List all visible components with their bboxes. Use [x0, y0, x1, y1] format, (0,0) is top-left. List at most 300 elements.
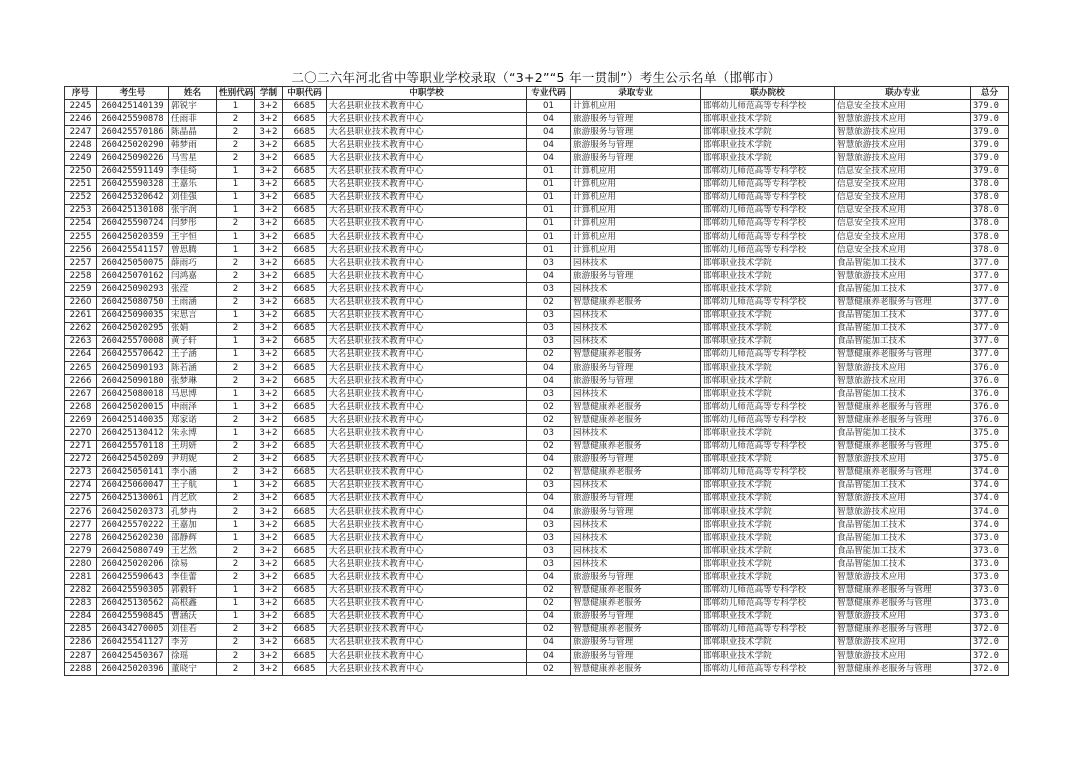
cell-major: 园林技术 [571, 479, 701, 492]
cell-major: 计算机应用 [571, 244, 701, 257]
cell-exam-no: 260425590328 [97, 178, 169, 191]
cell-name: 王子航 [169, 479, 217, 492]
cell-exam-no: 260425020015 [97, 401, 169, 414]
cell-program: 3+2 [255, 348, 283, 361]
cell-name: 闫鸿嘉 [169, 270, 217, 283]
cell-seq: 2279 [65, 545, 97, 558]
cell-name: 刘佳强 [169, 191, 217, 204]
cell-total-score: 376.0 [971, 414, 1009, 427]
cell-seq: 2245 [65, 100, 97, 113]
cell-joint-major: 智慧健康养老服务与管理 [835, 440, 971, 453]
cell-joint-major: 智慧旅游技术应用 [835, 270, 971, 283]
cell-program: 3+2 [255, 532, 283, 545]
cell-total-score: 376.0 [971, 401, 1009, 414]
cell-program: 3+2 [255, 191, 283, 204]
table-row [65, 139, 1009, 152]
cell-program: 3+2 [255, 361, 283, 374]
cell-school-code: 6685 [283, 152, 327, 165]
cell-school-code: 6685 [283, 257, 327, 270]
cell-major-code: 02 [527, 663, 571, 676]
cell-joint-college: 邯郸职业技术学院 [701, 519, 835, 532]
cell-joint-college: 邯郸幼儿师范高等专科学校 [701, 178, 835, 191]
cell-school: 大名县职业技术教育中心 [327, 231, 527, 244]
cell-school: 大名县职业技术教育中心 [327, 322, 527, 335]
cell-program: 3+2 [255, 545, 283, 558]
cell-joint-major: 信息安全技术应用 [835, 191, 971, 204]
cell-name: 董晓宁 [169, 663, 217, 676]
cell-exam-no: 260425591149 [97, 165, 169, 178]
cell-joint-college: 邯郸职业技术学院 [701, 139, 835, 152]
cell-exam-no: 260425090226 [97, 152, 169, 165]
cell-program: 3+2 [255, 610, 283, 623]
cell-program: 3+2 [255, 623, 283, 636]
cell-gender-code: 2 [217, 440, 255, 453]
cell-school: 大名县职业技术教育中心 [327, 532, 527, 545]
table-row [65, 231, 1009, 244]
cell-school-code: 6685 [283, 270, 327, 283]
cell-exam-no: 260425080018 [97, 388, 169, 401]
cell-school: 大名县职业技术教育中心 [327, 191, 527, 204]
cell-exam-no: 260425570222 [97, 519, 169, 532]
cell-gender-code: 1 [217, 479, 255, 492]
header-school-code: 中职代码 [283, 87, 327, 100]
table-row [65, 388, 1009, 401]
cell-school: 大名县职业技术教育中心 [327, 335, 527, 348]
cell-joint-college: 邯郸职业技术学院 [701, 388, 835, 401]
cell-joint-college: 邯郸职业技术学院 [701, 650, 835, 663]
cell-name: 曾思腾 [169, 244, 217, 257]
cell-major-code: 03 [527, 519, 571, 532]
cell-major-code: 03 [527, 532, 571, 545]
table-row [65, 466, 1009, 479]
cell-joint-major: 食品智能加工技术 [835, 257, 971, 270]
cell-total-score: 373.0 [971, 584, 1009, 597]
cell-joint-college: 邯郸幼儿师范高等专科学校 [701, 165, 835, 178]
cell-joint-major: 智慧旅游技术应用 [835, 506, 971, 519]
cell-seq: 2277 [65, 519, 97, 532]
cell-joint-college: 邯郸职业技术学院 [701, 545, 835, 558]
header-gender-code: 性别代码 [217, 87, 255, 100]
cell-major: 智慧健康养老服务 [571, 296, 701, 309]
cell-joint-major: 智慧旅游技术应用 [835, 139, 971, 152]
cell-gender-code: 1 [217, 519, 255, 532]
cell-major: 智慧健康养老服务 [571, 663, 701, 676]
table-row [65, 335, 1009, 348]
table-row [65, 440, 1009, 453]
cell-joint-major: 食品智能加工技术 [835, 479, 971, 492]
cell-major: 园林技术 [571, 309, 701, 322]
cell-major-code: 04 [527, 650, 571, 663]
cell-seq: 2281 [65, 571, 97, 584]
table-row [65, 270, 1009, 283]
table-row [65, 650, 1009, 663]
cell-joint-major: 食品智能加工技术 [835, 388, 971, 401]
cell-exam-no: 260425541127 [97, 636, 169, 649]
cell-gender-code: 1 [217, 427, 255, 440]
cell-major: 智慧健康养老服务 [571, 440, 701, 453]
cell-school-code: 6685 [283, 545, 327, 558]
table-row [65, 244, 1009, 257]
cell-exam-no: 260425020206 [97, 558, 169, 571]
cell-program: 3+2 [255, 296, 283, 309]
cell-joint-major: 智慧健康养老服务与管理 [835, 623, 971, 636]
cell-school: 大名县职业技术教育中心 [327, 309, 527, 322]
cell-name: 张梦琳 [169, 375, 217, 388]
cell-gender-code: 1 [217, 204, 255, 217]
cell-joint-college: 邯郸幼儿师范高等专科学校 [701, 191, 835, 204]
cell-school: 大名县职业技术教育中心 [327, 375, 527, 388]
cell-joint-major: 智慧健康养老服务与管理 [835, 597, 971, 610]
cell-program: 3+2 [255, 388, 283, 401]
cell-total-score: 379.0 [971, 139, 1009, 152]
cell-program: 3+2 [255, 492, 283, 505]
cell-major: 智慧健康养老服务 [571, 623, 701, 636]
cell-exam-no: 260425620230 [97, 532, 169, 545]
table-row [65, 178, 1009, 191]
cell-program: 3+2 [255, 466, 283, 479]
cell-school-code: 6685 [283, 113, 327, 126]
cell-major: 旅游服务与管理 [571, 492, 701, 505]
table-row [65, 296, 1009, 309]
cell-major: 计算机应用 [571, 231, 701, 244]
cell-school: 大名县职业技术教育中心 [327, 558, 527, 571]
cell-seq: 2260 [65, 296, 97, 309]
cell-major-code: 02 [527, 623, 571, 636]
cell-name: 韩梦雨 [169, 139, 217, 152]
cell-program: 3+2 [255, 519, 283, 532]
cell-seq: 2276 [65, 506, 97, 519]
cell-school: 大名县职业技术教育中心 [327, 257, 527, 270]
table-row [65, 532, 1009, 545]
cell-exam-no: 260425020295 [97, 322, 169, 335]
cell-name: 郭毅轩 [169, 584, 217, 597]
cell-school-code: 6685 [283, 466, 327, 479]
cell-major-code: 01 [527, 231, 571, 244]
cell-major-code: 03 [527, 558, 571, 571]
cell-total-score: 379.0 [971, 165, 1009, 178]
cell-school: 大名县职业技术教育中心 [327, 610, 527, 623]
cell-school-code: 6685 [283, 361, 327, 374]
table-row [65, 126, 1009, 139]
page-title: 二〇二六年河北省中等职业学校录取（“3+2”“5 年一贯制”）考生公示名单（邯郸市） [291, 70, 781, 85]
cell-name: 李小涵 [169, 466, 217, 479]
cell-seq: 2270 [65, 427, 97, 440]
cell-gender-code: 2 [217, 270, 255, 283]
cell-school-code: 6685 [283, 348, 327, 361]
cell-major-code: 02 [527, 597, 571, 610]
cell-exam-no: 260425130562 [97, 597, 169, 610]
cell-major: 旅游服务与管理 [571, 636, 701, 649]
cell-gender-code: 1 [217, 532, 255, 545]
table-row [65, 545, 1009, 558]
table-row [65, 571, 1009, 584]
cell-major-code: 02 [527, 401, 571, 414]
cell-gender-code: 2 [217, 113, 255, 126]
cell-major-code: 04 [527, 152, 571, 165]
cell-joint-major: 智慧健康养老服务与管理 [835, 296, 971, 309]
cell-school: 大名县职业技术教育中心 [327, 414, 527, 427]
cell-program: 3+2 [255, 217, 283, 230]
cell-total-score: 372.0 [971, 663, 1009, 676]
cell-school-code: 6685 [283, 492, 327, 505]
table-row [65, 361, 1009, 374]
cell-major-code: 04 [527, 270, 571, 283]
cell-total-score: 379.0 [971, 113, 1009, 126]
cell-school: 大名县职业技术教育中心 [327, 650, 527, 663]
cell-seq: 2265 [65, 361, 97, 374]
cell-total-score: 376.0 [971, 375, 1009, 388]
cell-major: 旅游服务与管理 [571, 139, 701, 152]
cell-major: 计算机应用 [571, 204, 701, 217]
cell-joint-major: 智慧健康养老服务与管理 [835, 348, 971, 361]
cell-joint-major: 智慧健康养老服务与管理 [835, 584, 971, 597]
cell-gender-code: 2 [217, 414, 255, 427]
cell-seq: 2252 [65, 191, 97, 204]
cell-name: 张娟 [169, 322, 217, 335]
cell-total-score: 379.0 [971, 126, 1009, 139]
cell-joint-major: 智慧健康养老服务与管理 [835, 401, 971, 414]
cell-major-code: 03 [527, 335, 571, 348]
cell-gender-code: 2 [217, 558, 255, 571]
cell-seq: 2269 [65, 414, 97, 427]
table-row [65, 492, 1009, 505]
table-row [65, 204, 1009, 217]
table-header-row [65, 87, 1009, 100]
cell-gender-code: 2 [217, 296, 255, 309]
cell-seq: 2280 [65, 558, 97, 571]
cell-school-code: 6685 [283, 519, 327, 532]
cell-total-score: 376.0 [971, 361, 1009, 374]
cell-exam-no: 260425541157 [97, 244, 169, 257]
cell-major: 园林技术 [571, 532, 701, 545]
header-program: 学制 [255, 87, 283, 100]
cell-major-code: 03 [527, 427, 571, 440]
table-row [65, 584, 1009, 597]
cell-major: 计算机应用 [571, 217, 701, 230]
cell-joint-college: 邯郸职业技术学院 [701, 361, 835, 374]
cell-gender-code: 1 [217, 597, 255, 610]
cell-seq: 2251 [65, 178, 97, 191]
cell-school-code: 6685 [283, 440, 327, 453]
cell-joint-college: 邯郸职业技术学院 [701, 322, 835, 335]
cell-seq: 2286 [65, 636, 97, 649]
cell-school-code: 6685 [283, 650, 327, 663]
admission-table [64, 86, 1009, 676]
cell-gender-code: 2 [217, 361, 255, 374]
cell-name: 王玥妍 [169, 440, 217, 453]
cell-name: 王雨涵 [169, 296, 217, 309]
cell-exam-no: 260425070162 [97, 270, 169, 283]
cell-joint-major: 信息安全技术应用 [835, 178, 971, 191]
cell-major: 园林技术 [571, 427, 701, 440]
cell-major: 智慧健康养老服务 [571, 348, 701, 361]
cell-seq: 2272 [65, 453, 97, 466]
cell-major-code: 01 [527, 204, 571, 217]
cell-joint-college: 邯郸职业技术学院 [701, 309, 835, 322]
header-exam-no: 考生号 [97, 87, 169, 100]
document-page [64, 70, 1008, 676]
table-row [65, 283, 1009, 296]
cell-name: 李佳蕾 [169, 571, 217, 584]
cell-program: 3+2 [255, 231, 283, 244]
cell-school-code: 6685 [283, 597, 327, 610]
cell-name: 邵静辉 [169, 532, 217, 545]
cell-joint-major: 智慧健康养老服务与管理 [835, 466, 971, 479]
cell-program: 3+2 [255, 650, 283, 663]
cell-program: 3+2 [255, 126, 283, 139]
cell-joint-college: 邯郸职业技术学院 [701, 479, 835, 492]
cell-school: 大名县职业技术教育中心 [327, 217, 527, 230]
cell-school-code: 6685 [283, 571, 327, 584]
cell-joint-college: 邯郸职业技术学院 [701, 532, 835, 545]
cell-gender-code: 1 [217, 178, 255, 191]
table-row [65, 427, 1009, 440]
cell-seq: 2259 [65, 283, 97, 296]
cell-gender-code: 2 [217, 492, 255, 505]
cell-school: 大名县职业技术教育中心 [327, 636, 527, 649]
table-row [65, 558, 1009, 571]
cell-school: 大名县职业技术教育中心 [327, 506, 527, 519]
cell-exam-no: 260425080749 [97, 545, 169, 558]
cell-joint-college: 邯郸职业技术学院 [701, 257, 835, 270]
cell-program: 3+2 [255, 584, 283, 597]
cell-exam-no: 260425020373 [97, 506, 169, 519]
cell-name: 张宇润 [169, 204, 217, 217]
cell-total-score: 378.0 [971, 191, 1009, 204]
cell-school: 大名县职业技术教育中心 [327, 100, 527, 113]
cell-gender-code: 1 [217, 309, 255, 322]
header-major-code: 专业代码 [527, 87, 571, 100]
cell-program: 3+2 [255, 178, 283, 191]
cell-exam-no: 260425590845 [97, 610, 169, 623]
cell-school-code: 6685 [283, 453, 327, 466]
cell-joint-college: 邯郸职业技术学院 [701, 152, 835, 165]
cell-joint-college: 邯郸幼儿师范高等专科学校 [701, 100, 835, 113]
cell-total-score: 378.0 [971, 217, 1009, 230]
cell-major-code: 03 [527, 479, 571, 492]
cell-name: 曹涵沃 [169, 610, 217, 623]
cell-major: 园林技术 [571, 545, 701, 558]
cell-gender-code: 2 [217, 650, 255, 663]
cell-name: 刘佳若 [169, 623, 217, 636]
cell-total-score: 378.0 [971, 204, 1009, 217]
cell-joint-college: 邯郸职业技术学院 [701, 558, 835, 571]
cell-major: 计算机应用 [571, 165, 701, 178]
cell-major: 园林技术 [571, 558, 701, 571]
cell-seq: 2246 [65, 113, 97, 126]
table-body [65, 100, 1009, 676]
table-row [65, 479, 1009, 492]
cell-joint-college: 邯郸职业技术学院 [701, 335, 835, 348]
table-row [65, 597, 1009, 610]
cell-joint-college: 邯郸幼儿师范高等专科学校 [701, 244, 835, 257]
table-row [65, 152, 1009, 165]
cell-major: 旅游服务与管理 [571, 453, 701, 466]
cell-joint-major: 智慧旅游技术应用 [835, 650, 971, 663]
cell-gender-code: 1 [217, 348, 255, 361]
cell-major-code: 03 [527, 257, 571, 270]
cell-total-score: 373.0 [971, 610, 1009, 623]
cell-school: 大名县职业技术教育中心 [327, 479, 527, 492]
cell-total-score: 374.0 [971, 506, 1009, 519]
cell-name: 王宇恒 [169, 231, 217, 244]
cell-joint-major: 食品智能加工技术 [835, 532, 971, 545]
cell-joint-college: 邯郸职业技术学院 [701, 113, 835, 126]
cell-school: 大名县职业技术教育中心 [327, 388, 527, 401]
cell-joint-major: 食品智能加工技术 [835, 427, 971, 440]
cell-name: 尹玥妮 [169, 453, 217, 466]
cell-gender-code: 2 [217, 571, 255, 584]
cell-name: 郭锐宇 [169, 100, 217, 113]
cell-joint-major: 智慧健康养老服务与管理 [835, 663, 971, 676]
table-row [65, 165, 1009, 178]
cell-seq: 2283 [65, 597, 97, 610]
table-row [65, 414, 1009, 427]
cell-exam-no: 260425130108 [97, 204, 169, 217]
cell-school-code: 6685 [283, 506, 327, 519]
cell-school: 大名县职业技术教育中心 [327, 348, 527, 361]
cell-gender-code: 1 [217, 165, 255, 178]
table-row [65, 309, 1009, 322]
table-row [65, 257, 1009, 270]
cell-seq: 2263 [65, 335, 97, 348]
cell-exam-no: 260425570008 [97, 335, 169, 348]
cell-school: 大名县职业技术教育中心 [327, 597, 527, 610]
cell-school-code: 6685 [283, 623, 327, 636]
cell-school: 大名县职业技术教育中心 [327, 270, 527, 283]
cell-major-code: 02 [527, 440, 571, 453]
cell-joint-college: 邯郸职业技术学院 [701, 610, 835, 623]
cell-major: 旅游服务与管理 [571, 506, 701, 519]
cell-school-code: 6685 [283, 296, 327, 309]
cell-school-code: 6685 [283, 217, 327, 230]
cell-major-code: 01 [527, 217, 571, 230]
cell-school-code: 6685 [283, 375, 327, 388]
cell-name: 朱永博 [169, 427, 217, 440]
cell-program: 3+2 [255, 401, 283, 414]
cell-school-code: 6685 [283, 388, 327, 401]
cell-exam-no: 260425050075 [97, 257, 169, 270]
cell-exam-no: 260434270005 [97, 623, 169, 636]
cell-program: 3+2 [255, 375, 283, 388]
cell-program: 3+2 [255, 453, 283, 466]
cell-joint-major: 智慧旅游技术应用 [835, 636, 971, 649]
cell-program: 3+2 [255, 244, 283, 257]
cell-seq: 2268 [65, 401, 97, 414]
cell-joint-college: 邯郸幼儿师范高等专科学校 [701, 401, 835, 414]
cell-total-score: 373.0 [971, 545, 1009, 558]
table-row [65, 636, 1009, 649]
cell-total-score: 376.0 [971, 388, 1009, 401]
cell-total-score: 377.0 [971, 335, 1009, 348]
cell-joint-college: 邯郸职业技术学院 [701, 636, 835, 649]
cell-school: 大名县职业技术教育中心 [327, 361, 527, 374]
cell-school-code: 6685 [283, 636, 327, 649]
table-row [65, 506, 1009, 519]
cell-school: 大名县职业技术教育中心 [327, 571, 527, 584]
cell-joint-major: 食品智能加工技术 [835, 335, 971, 348]
cell-exam-no: 260425590305 [97, 584, 169, 597]
cell-exam-no: 260425140139 [97, 100, 169, 113]
cell-gender-code: 2 [217, 453, 255, 466]
table-row [65, 100, 1009, 113]
cell-name: 黄子轩 [169, 335, 217, 348]
cell-total-score: 373.0 [971, 571, 1009, 584]
cell-total-score: 375.0 [971, 453, 1009, 466]
cell-program: 3+2 [255, 414, 283, 427]
cell-school: 大名县职业技术教育中心 [327, 492, 527, 505]
cell-total-score: 374.0 [971, 479, 1009, 492]
